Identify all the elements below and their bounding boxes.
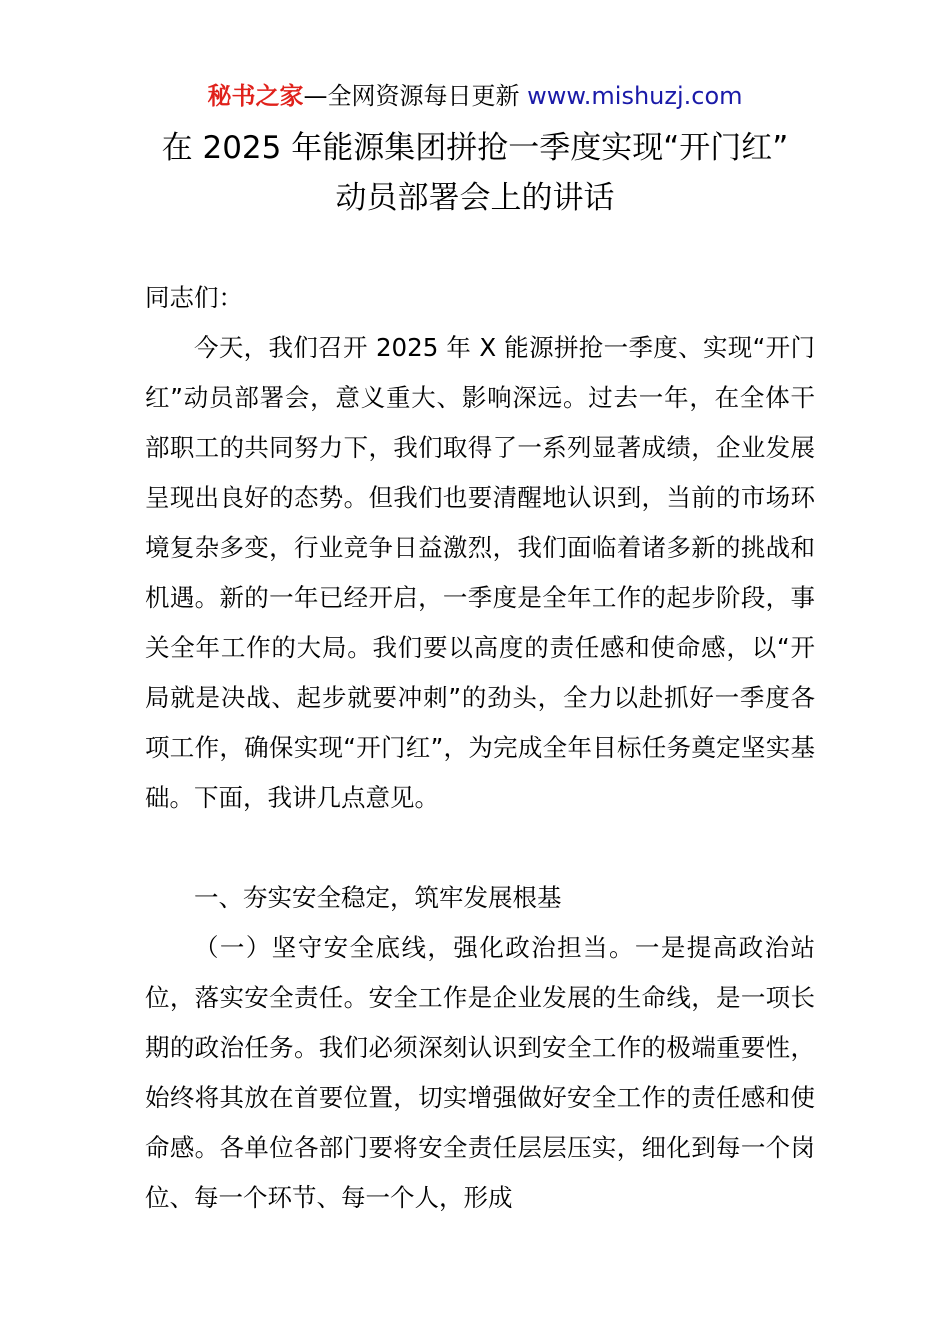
site-header [0, 80, 950, 112]
paragraph-subsection-1: （一）坚守安全底线，强化政治担当。一是提高政治站位，落实安全责任。安全工作是企业发展的生命线，是一项长期的政治任务。我们必须深刻认识到安全工作的极端重要性，始终将其放在首要位置，切实增强做好安全工作的责任感和使命感。各单位各部门要将安全责任层层压实，细化到每一个岗位、每一个环节、每一个人，形成 [145, 933, 815, 1212]
site-tagline: —全网资源每日更新 [303, 82, 520, 110]
salutation: 同志们： [145, 283, 243, 312]
site-brand: 秘书之家 [207, 82, 304, 110]
document-title-line-1: 在 2025 年能源集团拼抢一季度实现“开门红” [161, 130, 789, 166]
site-url-link[interactable]: www.mishuzj.com [527, 82, 743, 110]
section-heading: 一、夯实安全稳定，筑牢发展根基 [194, 883, 562, 912]
paragraph-intro: 今天，我们召开 2025 年 X 能源拼抢一季度、实现“开门红”动员部署会，意义重大、影响深远。过去一年，在全体干部职工的共同努力下，我们取得了一系列显著成绩，企业发展呈现出良好的态势。但我们也要清醒地认识到，当前的市场环境复杂多变，行业竞争日益激烈，我们面临着诸多新的挑战和机遇。新的一年已经开启，一季度是全年工作的起步阶段，事关全年工作的大局。我们要以高度的责任感和使命感，以“开局就是决战、起步就要冲刺”的劲头，全力以赴抓好一季度各项工作，确保实现“开门红”，为完成全年目标任务奠定坚实基础。下面，我讲几点意见。 [145, 333, 815, 812]
document-title-line-2: 动员部署会上的讲话 [335, 180, 615, 216]
